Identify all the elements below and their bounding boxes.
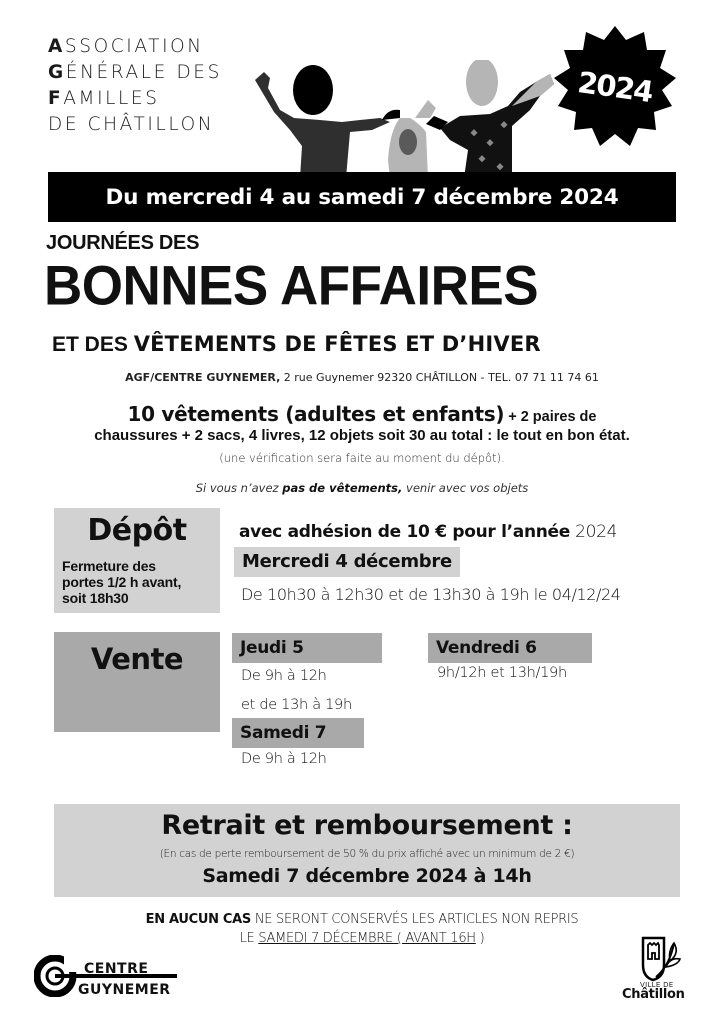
address-line: AGF/CENTRE GUYNEMER, 2 rue Guynemer 92320 CHÂTILLON - TEL. 07 71 11 74 61 (125, 371, 599, 384)
vendredi-hours: 9h/12h et 13h/19h (437, 665, 567, 681)
family-illustration-icon (250, 60, 580, 178)
centre-guynemer-line-2: GUYNEMER (78, 982, 171, 998)
jeudi-hours-2: et de 13h à 19h (241, 697, 352, 713)
items-verification-note: (une vérification sera faite au moment du dépôt). (219, 451, 505, 465)
title-kicker: JOURNÉES DES (46, 232, 200, 254)
items-line-1: 10 vêtements (adultes et enfants) + 2 paires de (127, 402, 597, 426)
assoc-line-2: GÉNÉRALE DES (48, 62, 222, 83)
depot-membership: avec adhésion de 10 € pour l’année 2024 (239, 522, 618, 542)
date-banner: Du mercredi 4 au samedi 7 décembre 2024 (48, 172, 676, 222)
ville-de-label: VILLE DE (640, 981, 674, 989)
depot-title: Dépôt (87, 513, 187, 548)
jeudi-hours-1: De 9h à 12h (241, 668, 327, 684)
vente-day-jeudi: Jeudi 5 (232, 633, 382, 663)
samedi-hours: De 9h à 12h (241, 751, 327, 767)
main-title: BONNES AFFAIRES (44, 255, 539, 317)
centre-guynemer-line-1: CENTRE (84, 961, 149, 977)
vente-day-samedi: Samedi 7 (232, 718, 364, 748)
items-line-2: chaussures + 2 sacs, 4 livres, 12 objets soit 30 au total : le tout en bon état. (94, 427, 630, 444)
depot-hours: De 10h30 à 12h30 et de 13h30 à 19h le 04/12/24 (241, 585, 621, 604)
retrait-title: Retrait et remboursement : (161, 810, 573, 841)
vente-day-vendredi: Vendredi 6 (428, 633, 592, 663)
items-objects-note: Si vous n’avez pas de vêtements, venir avec vos objets (195, 481, 529, 495)
warning-line-2: LE SAMEDI 7 DÉCEMBRE ( AVANT 16H ) (239, 931, 485, 946)
depot-day-tag: Mercredi 4 décembre (234, 547, 460, 577)
depot-closing-note: Fermeture des portes 1/2 h avant, soit 18h30 (62, 558, 182, 606)
assoc-line-4: DE CHÂTILLON (48, 114, 215, 135)
assoc-line-1: ASSOCIATION (48, 36, 204, 57)
subtitle: ET DES VÊTEMENTS DE FÊTES ET D’HIVER (52, 332, 541, 356)
retrait-note: (En cas de perte remboursement de 50 % du prix affiché avec un minimum de 2 €) (159, 848, 575, 860)
warning-line-1: EN AUCUN CAS NE SERONT CONSERVÉS LES ARTICLES NON REPRIS (145, 912, 579, 927)
chatillon-emblem-icon (640, 935, 682, 983)
chatillon-label: Châtillon (622, 987, 685, 1002)
assoc-line-3: FAMILLES (48, 88, 160, 109)
retrait-date: Samedi 7 décembre 2024 à 14h (202, 865, 532, 887)
year-badge: 2024 (575, 64, 655, 110)
association-name (48, 34, 222, 138)
vente-title: Vente (90, 642, 184, 676)
